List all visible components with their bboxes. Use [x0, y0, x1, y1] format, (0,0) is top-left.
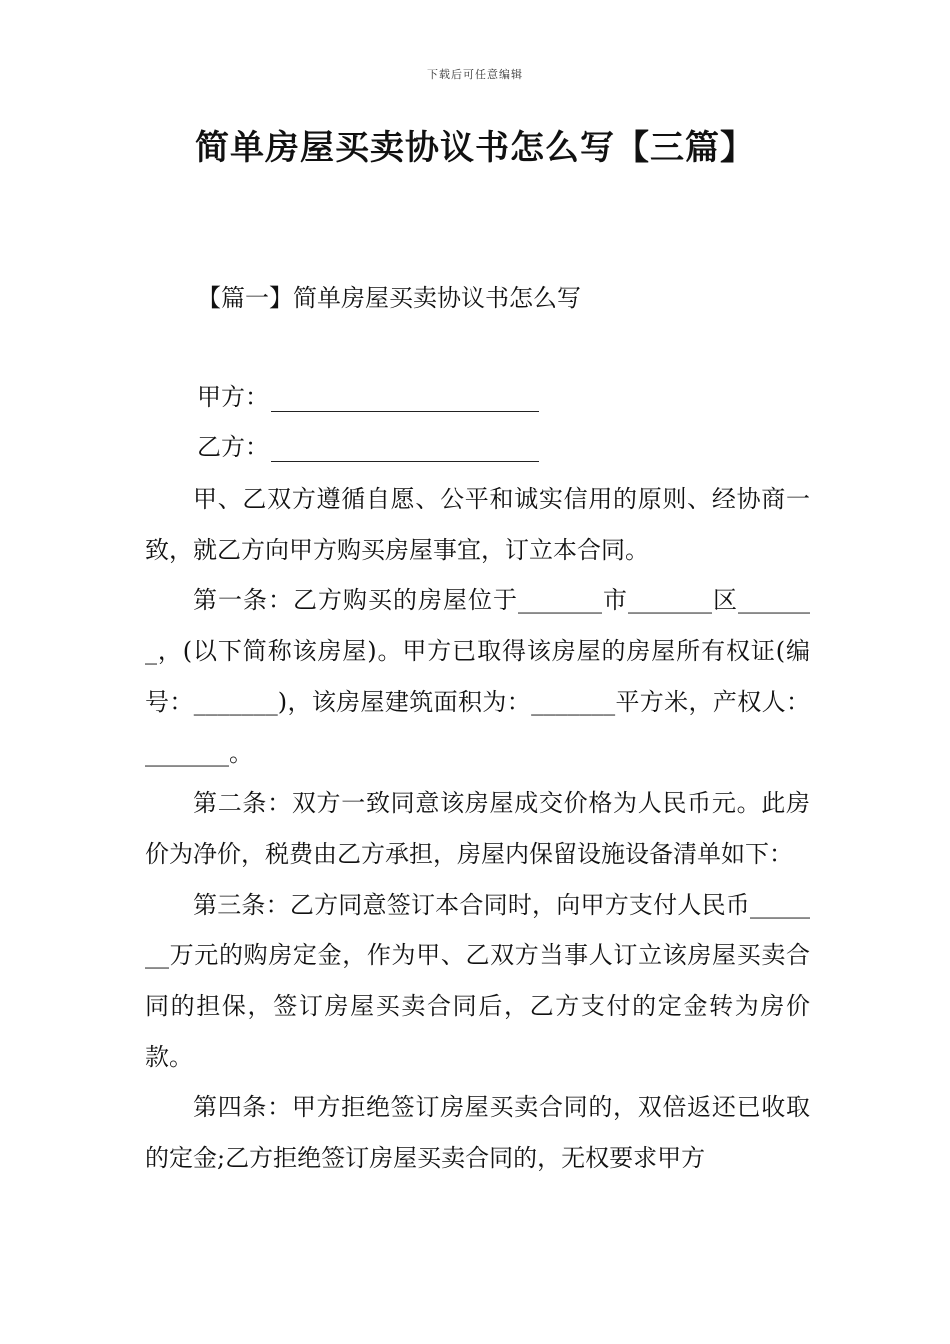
- paragraph-article-2: 第二条：双方一致同意该房屋成交价格为人民币元。此房价为净价，税费由乙方承担，房屋内保留设施设备清单如下：: [145, 789, 810, 868]
- document-body: [145, 474, 810, 1184]
- party-b-line: [197, 433, 539, 462]
- paragraph-article-3: 第三条：乙方同意签订本合同时，向甲方支付人民币_______万元的购房定金，作为甲、乙双方当事人订立该房屋买卖合同的担保，签订房屋买卖合同后，乙方支付的定金转为房价款。: [145, 890, 810, 1071]
- party-b-blank: [271, 435, 539, 462]
- paragraph-article-4: 第四条：甲方拒绝签订房屋买卖合同的，双倍返还已收取的定金;乙方拒绝签订房屋买卖合同的，无权要求甲方: [145, 1093, 810, 1173]
- header-note: 下载后可任意编辑: [427, 68, 523, 81]
- party-a-line: [197, 383, 539, 412]
- section-title: 【篇一】简单房屋买卖协议书怎么写: [197, 284, 581, 312]
- document-title: 简单房屋买卖协议书怎么写【三篇】: [195, 128, 755, 168]
- party-b-label: 乙方：: [197, 433, 269, 461]
- paragraph-intro: 甲、乙双方遵循自愿、公平和诚实信用的原则、经协商一致，就乙方向甲方购买房屋事宜，订立本合同。: [145, 485, 810, 564]
- party-a-blank: [271, 385, 539, 412]
- paragraph-article-1: 第一条：乙方购买的房屋位于_______市_______区_______，(以下简称该房屋)。甲方已取得该房屋的房屋所有权证(编号：_______)，该房屋建筑面积为：_______平方米，产权人：_______。: [145, 586, 810, 767]
- party-a-label: 甲方：: [197, 383, 269, 411]
